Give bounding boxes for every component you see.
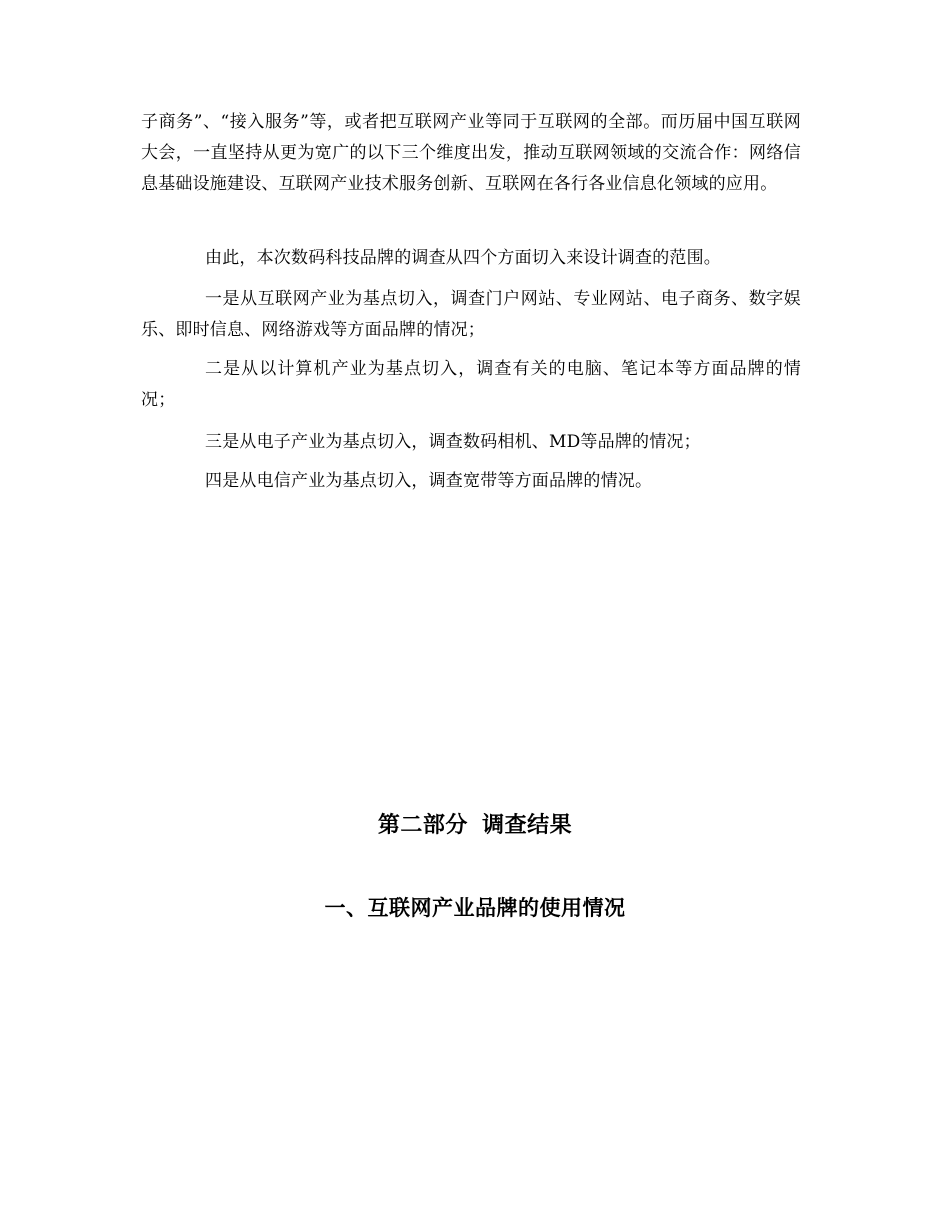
paragraph-scope-telecom-industry: 四是从电信产业为基点切入，调查宽带等方面品牌的情况。 (205, 471, 653, 491)
paragraph-scope-internet-industry: 一是从互联网产业为基点切入，调查门户网站、专业网站、电子商务、数字娱乐、即时信息、网络游戏等方面品牌的情况； (141, 289, 801, 340)
part-two-heading: 第二部分 调查结果 (377, 813, 573, 838)
paragraph-intro-continued: 子商务”、“接入服务”等，或者把互联网产业等同于互联网的全部。而历届中国互联网大会，一直坚持从更为宽广的以下三个维度出发，推动互联网领域的交流合作：网络信息基础设施建设、互联网产业技术服务创新、互联网在各行各业信息化领域的应用。 (141, 112, 801, 194)
paragraph-survey-scope-summary: 由此，本次数码科技品牌的调查从四个方面切入来设计调查的范围。 (205, 248, 721, 268)
paragraph-scope-electronics-industry: 三是从电子产业为基点切入，调查数码相机、MD等品牌的情况； (205, 432, 701, 452)
paragraph-scope-computer-industry: 二是从以计算机产业为基点切入，调查有关的电脑、笔记本等方面品牌的情况； (141, 359, 801, 410)
section-one-heading: 一、互联网产业品牌的使用情况 (324, 896, 626, 920)
